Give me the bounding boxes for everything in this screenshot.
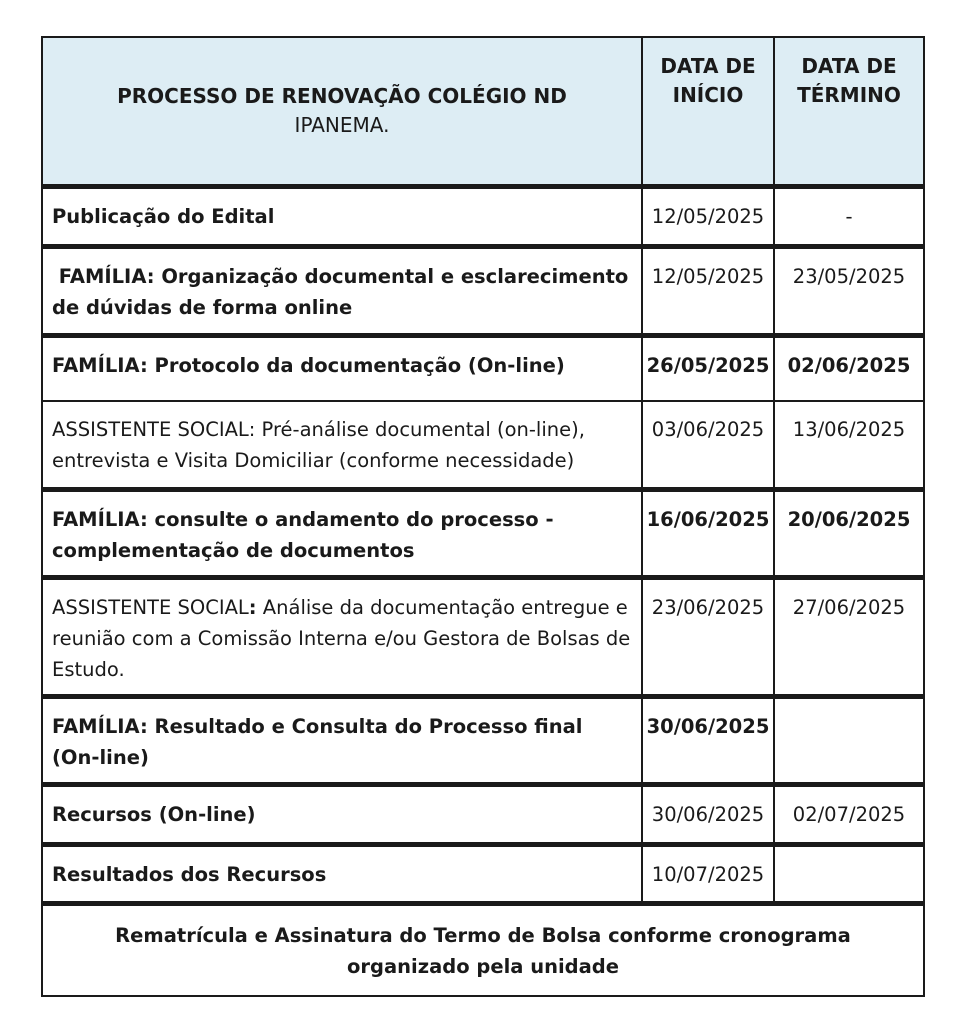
header-end-date: DATA DE TÉRMINO [797, 54, 901, 107]
end-date-cell: 02/06/2025 [787, 354, 911, 377]
start-date-cell: 26/05/2025 [643, 338, 775, 400]
end-date-cell [775, 847, 923, 901]
end-date-cell: 13/06/2025 [792, 418, 906, 441]
activity-cell: FAMÍLIA: Organização documental e esclarecimento de dúvidas de forma online [43, 249, 643, 333]
end-date-cell: 02/07/2025 [792, 803, 906, 826]
activity-cell: Resultados dos Recursos [43, 847, 643, 901]
end-date-cell: 23/05/2025 [792, 265, 906, 288]
header-title-cell [43, 38, 643, 184]
table-row [43, 699, 923, 787]
table-row [43, 787, 923, 847]
header-title: PROCESSO DE RENOVAÇÃO COLÉGIO ND [117, 84, 567, 108]
table-row [43, 847, 923, 906]
end-date-cell: 20/06/2025 [787, 508, 911, 531]
start-date-cell: 30/06/2025 [643, 699, 775, 782]
activity-description: Análise da documentação entregue e reunião com a Comissão Interna e/ou Gestora de Bolsas de Estudo. [52, 596, 631, 681]
table-row [43, 249, 923, 338]
header-start-date: DATA DE INÍCIO [643, 38, 775, 184]
end-date-cell: - [845, 205, 853, 228]
start-date-cell: 12/05/2025 [643, 249, 775, 333]
header-subtitle: IPANEMA. [294, 113, 390, 137]
table-row [43, 338, 923, 402]
start-date-cell: 30/06/2025 [643, 787, 775, 842]
table-row [43, 580, 923, 699]
schedule-table [41, 36, 925, 997]
activity-cell: FAMÍLIA: Resultado e Consulta do Processo final (On-line) [43, 699, 643, 782]
table-header [43, 38, 923, 189]
table-row [43, 402, 923, 492]
activity-cell: Recursos (On-line) [43, 787, 643, 842]
start-date-cell: 23/06/2025 [643, 580, 775, 694]
activity-cell: FAMÍLIA: Protocolo da documentação (On-line) [43, 338, 643, 400]
start-date-cell: 16/06/2025 [643, 492, 775, 575]
start-date-cell: 03/06/2025 [643, 402, 775, 487]
end-date-cell: 27/06/2025 [792, 596, 906, 619]
table-row [43, 492, 923, 580]
activity-cell: Publicação do Edital [43, 189, 643, 244]
table-row [43, 189, 923, 249]
activity-cell: FAMÍLIA: consulte o andamento do processo - complementação de documentos [43, 492, 643, 575]
end-date-cell [775, 699, 923, 782]
footer-note: Rematrícula e Assinatura do Termo de Bolsa conforme cronograma organizado pela unidade [115, 923, 851, 978]
activity-role-label: ASSISTENTE SOCIAL [52, 596, 249, 619]
table-footer-row [43, 906, 923, 995]
start-date-cell: 10/07/2025 [643, 847, 775, 901]
activity-cell: ASSISTENTE SOCIAL: Pré-análise documental (on-line), entrevista e Visita Domiciliar (conforme necessidade) [43, 402, 643, 487]
start-date-cell: 12/05/2025 [643, 189, 775, 244]
activity-cell [43, 580, 643, 694]
activity-colon: : [248, 596, 257, 619]
